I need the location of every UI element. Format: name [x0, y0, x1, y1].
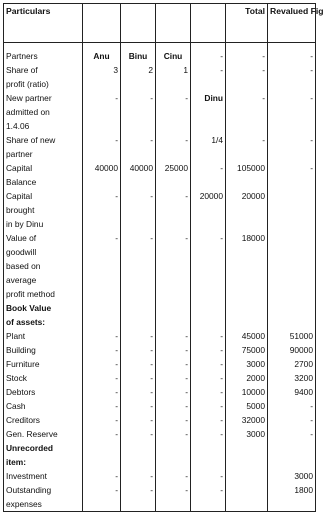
cell-col-4: -	[191, 329, 226, 343]
row-label-line: goodwill	[6, 247, 37, 257]
header-blank-1	[83, 4, 121, 43]
row-label	[4, 469, 83, 483]
cell-col-6: -	[268, 399, 316, 413]
cell-col-6: -	[268, 49, 316, 63]
row-label	[4, 133, 83, 161]
cell-col-5: -	[226, 133, 268, 161]
header-row	[4, 4, 316, 43]
cell-col-6: -	[268, 413, 316, 427]
row-label-line: Capital	[6, 191, 33, 201]
cell-col-1: -	[83, 385, 121, 399]
cell-col-4: -	[191, 343, 226, 357]
cell-col-4: -	[191, 399, 226, 413]
table-row	[4, 161, 316, 189]
cell-col-5	[226, 441, 268, 469]
row-label-line: expenses	[6, 499, 42, 509]
cell-col-4	[191, 301, 226, 329]
row-label	[4, 231, 83, 301]
cell-col-1: Anu	[83, 49, 121, 63]
table-row	[4, 399, 316, 413]
cell-col-5: -	[226, 91, 268, 133]
cell-col-2: -	[121, 469, 156, 483]
row-label-line: Share of new	[6, 135, 56, 145]
cell-col-3: -	[156, 469, 191, 483]
cell-col-2: -	[121, 427, 156, 441]
cell-col-6: -	[268, 91, 316, 133]
cell-col-5: 3000	[226, 427, 268, 441]
cell-col-5	[226, 483, 268, 512]
cell-col-3: -	[156, 357, 191, 371]
cell-col-1: -	[83, 427, 121, 441]
cell-col-6: 1800	[268, 483, 316, 512]
cell-col-4: -	[191, 231, 226, 301]
table-row	[4, 189, 316, 231]
row-label-line: based on	[6, 261, 41, 271]
cell-col-3: -	[156, 413, 191, 427]
row-label	[4, 371, 83, 385]
cell-col-1: -	[83, 343, 121, 357]
table-row	[4, 231, 316, 301]
row-label	[4, 399, 83, 413]
table-row	[4, 49, 316, 63]
cell-col-2: -	[121, 231, 156, 301]
cell-col-6: 2700	[268, 357, 316, 371]
row-label	[4, 329, 83, 343]
cell-col-4: -	[191, 161, 226, 189]
row-label-line: Plant	[6, 331, 26, 341]
row-label-line: Outstanding	[6, 485, 52, 495]
table-row	[4, 385, 316, 399]
cell-col-3: -	[156, 329, 191, 343]
cell-col-2: Binu	[121, 49, 156, 63]
table-row	[4, 441, 316, 469]
cell-col-6	[268, 441, 316, 469]
cell-col-2: -	[121, 189, 156, 231]
cell-col-2	[121, 441, 156, 469]
row-label	[4, 301, 83, 329]
row-label-line: profit method	[6, 289, 55, 299]
cell-col-4: 20000	[191, 189, 226, 231]
row-label-line: Furniture	[6, 359, 40, 369]
cell-col-3: -	[156, 371, 191, 385]
row-label-line: Capital	[6, 163, 33, 173]
cell-col-3: 1	[156, 63, 191, 91]
row-label-line: Book Value	[6, 303, 52, 313]
row-label-line: Creditors	[6, 415, 40, 425]
cell-col-4: -	[191, 385, 226, 399]
row-label-line: admitted on	[6, 107, 50, 117]
row-label-line: 1.4.06	[6, 121, 30, 131]
cell-col-3: -	[156, 385, 191, 399]
cell-col-4: -	[191, 413, 226, 427]
cell-col-1: -	[83, 357, 121, 371]
row-label-line: Debtors	[6, 387, 36, 397]
cell-col-5: 20000	[226, 189, 268, 231]
cell-col-6	[268, 189, 316, 231]
cell-col-5: 105000	[226, 161, 268, 189]
cell-col-4	[191, 441, 226, 469]
cell-col-4: -	[191, 483, 226, 512]
cell-col-3	[156, 301, 191, 329]
cell-col-1: -	[83, 483, 121, 512]
cell-col-1: -	[83, 413, 121, 427]
cell-col-4: -	[191, 371, 226, 385]
header-blank-4	[191, 4, 226, 43]
cell-col-1: -	[83, 189, 121, 231]
cell-col-3: -	[156, 189, 191, 231]
cell-col-1: -	[83, 91, 121, 133]
table-row	[4, 371, 316, 385]
row-label	[4, 343, 83, 357]
row-label	[4, 385, 83, 399]
cell-col-2: 2	[121, 63, 156, 91]
header-particulars: Particulars	[4, 4, 83, 43]
row-label-line: brought	[6, 205, 35, 215]
table-row	[4, 413, 316, 427]
cell-col-2: -	[121, 385, 156, 399]
cell-col-2: 40000	[121, 161, 156, 189]
cell-col-5: 32000	[226, 413, 268, 427]
cell-col-3: Cinu	[156, 49, 191, 63]
table-row	[4, 483, 316, 512]
cell-col-6: 3000	[268, 469, 316, 483]
cell-col-3: -	[156, 231, 191, 301]
cell-col-4: 1/4	[191, 133, 226, 161]
cell-col-3: -	[156, 133, 191, 161]
header-blank-2	[121, 4, 156, 43]
table-row	[4, 133, 316, 161]
row-label-line: average	[6, 275, 37, 285]
row-label-line: Value of	[6, 233, 37, 243]
cell-col-3: 25000	[156, 161, 191, 189]
cell-col-1: -	[83, 469, 121, 483]
cell-col-6: 9400	[268, 385, 316, 399]
cell-col-6: -	[268, 161, 316, 189]
cell-col-6: 90000	[268, 343, 316, 357]
cell-col-4: Dinu	[191, 91, 226, 133]
cell-col-4: -	[191, 427, 226, 441]
cell-col-2	[121, 301, 156, 329]
cell-col-4: -	[191, 357, 226, 371]
row-label-line: Cash	[6, 401, 26, 411]
cell-col-2: -	[121, 399, 156, 413]
table-row	[4, 91, 316, 133]
cell-col-1: -	[83, 329, 121, 343]
cell-col-3	[156, 441, 191, 469]
cell-col-5	[226, 469, 268, 483]
cell-col-2: -	[121, 133, 156, 161]
cell-col-5: 3000	[226, 357, 268, 371]
cell-col-5: -	[226, 63, 268, 91]
table-body	[4, 43, 316, 512]
cell-col-1	[83, 301, 121, 329]
row-label	[4, 49, 83, 63]
table-row	[4, 469, 316, 483]
row-label-line: Unrecorded	[6, 443, 54, 453]
row-label-line: of assets:	[6, 317, 46, 327]
cell-col-1	[83, 441, 121, 469]
row-label	[4, 189, 83, 231]
cell-col-6: 3200	[268, 371, 316, 385]
revaluation-table	[3, 3, 323, 512]
cell-col-3: -	[156, 91, 191, 133]
cell-col-6: -	[268, 427, 316, 441]
cell-col-5: 18000	[226, 231, 268, 301]
cell-col-3: -	[156, 343, 191, 357]
cell-col-2: -	[121, 371, 156, 385]
cell-col-1: 3	[83, 63, 121, 91]
row-label	[4, 91, 83, 133]
header-revalued	[268, 4, 323, 43]
row-label-line: Partners	[6, 51, 38, 61]
table-row	[4, 427, 316, 441]
cell-col-3: -	[156, 427, 191, 441]
header-blank-3	[156, 4, 191, 43]
cell-col-5: 5000	[226, 399, 268, 413]
cell-col-4: -	[191, 469, 226, 483]
row-label-line: Investment	[6, 471, 47, 481]
row-label	[4, 427, 83, 441]
row-label	[4, 413, 83, 427]
cell-col-2: -	[121, 343, 156, 357]
cell-col-1: -	[83, 231, 121, 301]
table-row	[4, 357, 316, 371]
row-label-line: Share of	[6, 65, 38, 75]
table-row	[4, 329, 316, 343]
row-label-line: Building	[6, 345, 36, 355]
row-label-line: in by Dinu	[6, 219, 44, 229]
cell-col-6: -	[268, 133, 316, 161]
cell-col-2: -	[121, 329, 156, 343]
cell-col-6	[268, 231, 316, 301]
cell-col-4: -	[191, 49, 226, 63]
cell-col-4: -	[191, 63, 226, 91]
row-label	[4, 357, 83, 371]
cell-col-1: -	[83, 399, 121, 413]
cell-col-5: 10000	[226, 385, 268, 399]
table-row	[4, 63, 316, 91]
table-row	[4, 301, 316, 329]
cell-col-6: -	[268, 63, 316, 91]
row-label-line: Stock	[6, 373, 27, 383]
cell-col-1: -	[83, 133, 121, 161]
row-label-line: profit (ratio)	[6, 79, 49, 89]
cell-col-5: -	[226, 49, 268, 63]
cell-col-1: 40000	[83, 161, 121, 189]
row-label-line: item:	[6, 457, 27, 467]
row-label-line: Balance	[6, 177, 37, 187]
cell-col-5: 75000	[226, 343, 268, 357]
cell-col-6	[268, 301, 316, 329]
cell-col-2: -	[121, 91, 156, 133]
cell-col-1: -	[83, 371, 121, 385]
header-revalued-text: Revalued Fig	[270, 6, 323, 16]
cell-col-3: -	[156, 483, 191, 512]
row-label	[4, 161, 83, 189]
cell-col-2: -	[121, 483, 156, 512]
cell-col-3: -	[156, 399, 191, 413]
cell-col-2: -	[121, 357, 156, 371]
cell-col-6: 51000	[268, 329, 316, 343]
row-label-line: partner	[6, 149, 33, 159]
row-label-line: New partner	[6, 93, 52, 103]
row-label	[4, 63, 83, 91]
cell-col-2: -	[121, 413, 156, 427]
table-row	[4, 343, 316, 357]
cell-col-5	[226, 301, 268, 329]
cell-col-5: 45000	[226, 329, 268, 343]
row-label-line: Gen. Reserve	[6, 429, 58, 439]
row-label	[4, 441, 83, 469]
cell-col-5: 2000	[226, 371, 268, 385]
header-total: Total	[226, 4, 268, 43]
row-label	[4, 483, 83, 512]
